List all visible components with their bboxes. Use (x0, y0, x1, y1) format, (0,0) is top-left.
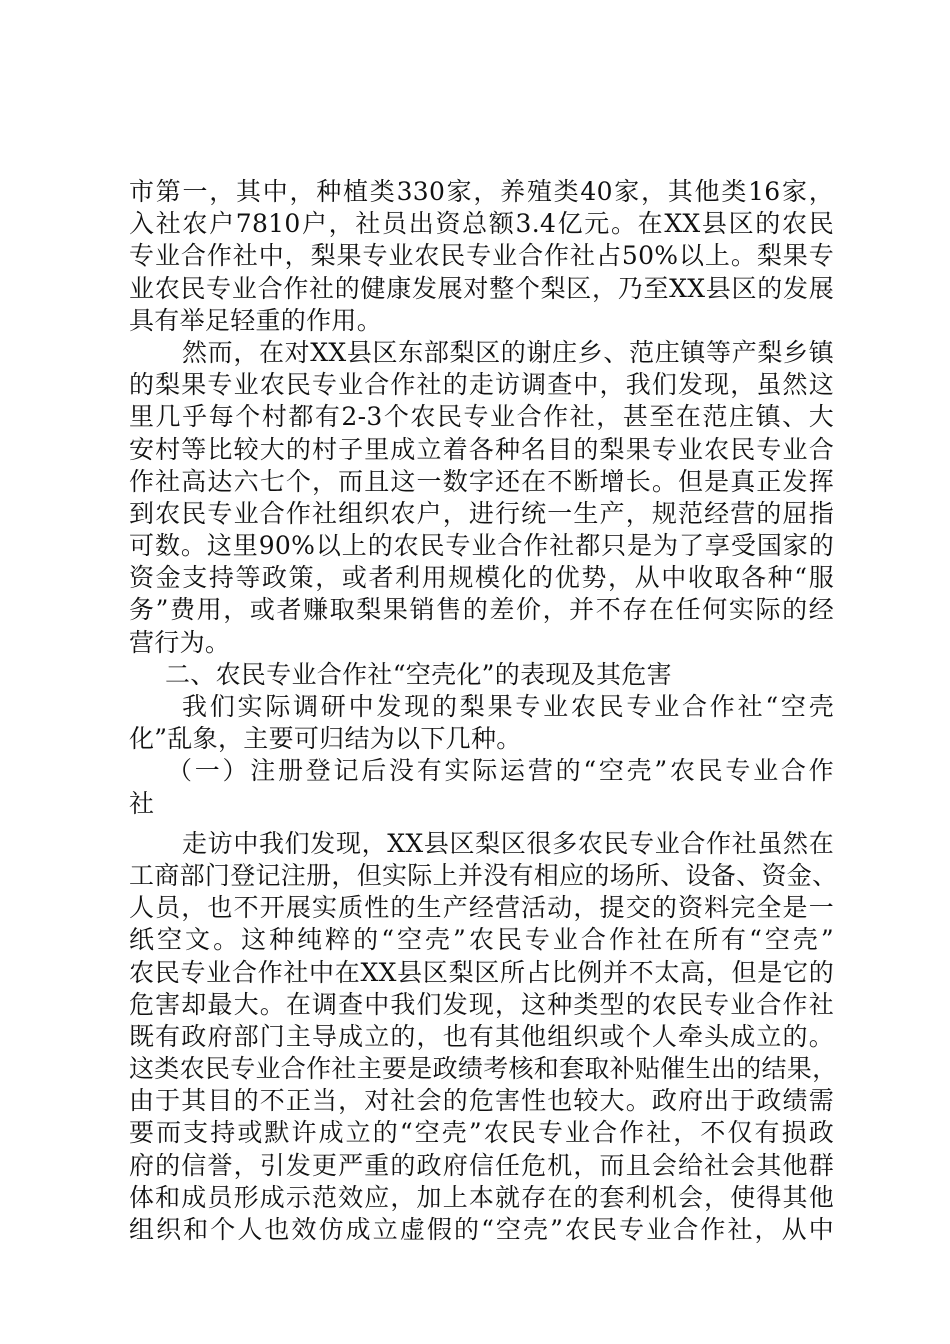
paragraph-first-line: 然而，在对XX县区东部梨区的谢庄乡、范庄镇等产梨乡镇 (182, 337, 834, 367)
text-line: 务”费用，或者赚取梨果销售的差价，并不存在任何实际的经 (129, 595, 834, 625)
text-line: 具有举足轻重的作用。 (129, 305, 383, 335)
text-line: 工商部门登记注册，但实际上并没有相应的场所、设备、资金、 (129, 860, 838, 890)
text-line: 人员，也不开展实质性的生产经营活动，提交的资料完全是一 (129, 893, 834, 923)
paragraph-first-line: 走访中我们发现，XX县区梨区很多农民专业合作社虽然在 (182, 828, 834, 858)
subsection-heading: （一）注册登记后没有实际运营的“空壳”农民专业合作 (167, 756, 834, 786)
text-line: 化”乱象，主要可归结为以下几种。 (129, 724, 522, 754)
text-line: 的梨果专业农民专业合作社的走访调查中，我们发现，虽然这 (129, 370, 834, 400)
text-line: 这类农民专业合作社主要是政绩考核和套取补贴催生出的结果， (129, 1054, 838, 1084)
subsection-heading-continuation: 社 (129, 788, 155, 818)
paragraph-first-line: 我们实际调研中发现的梨果专业农民专业合作社“空壳 (182, 692, 834, 721)
text-line: 可数。这里90%以上的农民专业合作社都只是为了享受国家的 (129, 531, 834, 561)
section-heading: 二、农民专业合作社“空壳化”的表现及其危害 (165, 659, 672, 689)
text-line: 组织和个人也效仿成立虚假的“空壳”农民专业合作社，从中 (129, 1215, 834, 1244)
text-line: 危害却最大。在调查中我们发现，这种类型的农民专业合作社 (129, 989, 834, 1019)
text-line: 由于其目的不正当，对社会的危害性也较大。政府出于政绩需 (129, 1086, 834, 1116)
text-line: 农民专业合作社中在XX县区梨区所占比例并不太高，但是它的 (129, 957, 834, 987)
text-line: 作社高达六七个，而且这一数字还在不断增长。但是真正发挥 (129, 466, 834, 496)
text-line: 安村等比较大的村子里成立着各种名目的梨果专业农民专业合 (129, 434, 834, 464)
text-line: 体和成员形成示范效应，加上本就存在的套利机会，使得其他 (129, 1182, 834, 1212)
text-line: 到农民专业合作社组织农户，进行统一生产，规范经营的屈指 (129, 498, 834, 528)
text-line: 既有政府部门主导成立的，也有其他组织或个人牵头成立的。 (129, 1021, 834, 1051)
text-line: 入社农户7810户，社员出资总额3.4亿元。在XX县区的农民 (129, 209, 834, 239)
text-line: 纸空文。这种纯粹的“空壳”农民专业合作社在所有“空壳” (129, 925, 834, 955)
text-line: 专业合作社中，梨果专业农民专业合作社占50%以上。梨果专 (129, 241, 834, 271)
text-line: 里几乎每个村都有2-3个农民专业合作社，甚至在范庄镇、大 (129, 402, 834, 432)
document-body (129, 176, 838, 1246)
text-line: 要而支持或默许成立的“空壳”农民专业合作社，不仅有损政 (129, 1118, 834, 1148)
text-line: 业农民专业合作社的健康发展对整个梨区，乃至XX县区的发展 (129, 273, 834, 303)
text-line: 市第一，其中，种植类330家，养殖类40家，其他类16家， (129, 177, 834, 206)
text-line: 营行为。 (129, 627, 231, 657)
text-line: 资金支持等政策，或者利用规模化的优势，从中收取各种“服 (129, 563, 834, 593)
text-line: 府的信誉，引发更严重的政府信任危机，而且会给社会其他群 (129, 1150, 834, 1180)
